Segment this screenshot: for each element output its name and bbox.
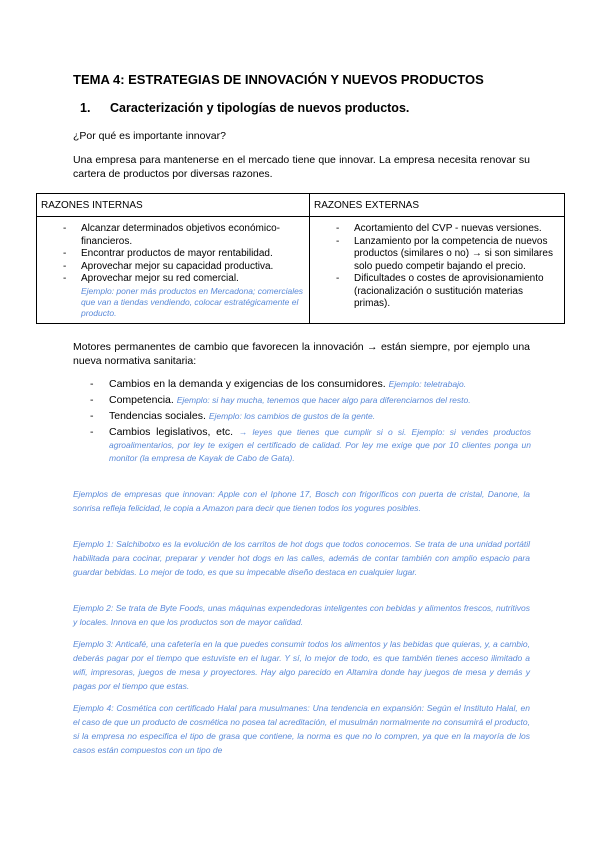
internal-reason: - Aprovechar mejor su capacidad productiva.: [41, 261, 305, 274]
external-cell: [310, 217, 565, 324]
motor-item: [73, 378, 531, 391]
motor-example: Ejemplo: si hay mucha, tenemos que hacer algo para diferenciarnos del resto.: [176, 395, 471, 405]
motor-item: [73, 394, 531, 407]
motor-item: [73, 426, 531, 465]
example-1: Ejemplo 1: Salchibotxo es la evolución de los carritos de hot dogs que todos conocemos. Se trata de una unidad portátil habilitada para cocinar, preparar y vender hot dogs en las calles, además de contar también con amplio espacio para guardar bebidas. Lo mejor de todo, es que su impecable diseño destaca en cualquier lugar.: [73, 539, 530, 577]
internal-reason: - Encontrar productos de mayor rentabilidad.: [41, 248, 305, 261]
external-reason: - Lanzamiento por la competencia de nuevos productos (similares o no) → si son similares solo puedo competir bajando el precio.: [314, 236, 560, 274]
intro-paragraph: Una empresa para mantenerse en el mercado tiene que innovar. La empresa necesita renovar su cartera de productos por diversas razones.: [73, 154, 530, 180]
external-header: RAZONES EXTERNAS: [310, 194, 565, 217]
internal-example: Ejemplo: poner más productos en Mercadona; comerciales que van a tiendas vendiendo, colocar estratégicamente el producto.: [81, 285, 304, 318]
internal-header: RAZONES INTERNAS: [37, 194, 310, 217]
motor-example: Ejemplo: teletrabajo.: [388, 379, 467, 389]
external-reason: - Dificultades o costes de aprovisionamiento (racionalización o sustitución materias primas).: [314, 273, 560, 311]
internal-reason: - Aprovechar mejor su red comercial.: [41, 273, 305, 286]
internal-cell: [37, 217, 310, 324]
example-2: Ejemplo 2: Se trata de Byte Foods, unas máquinas expendedoras inteligentes con bebidas y alimentos frescos, nutritivos y locales. Innova en que los productos son de mayor calidad.: [73, 603, 530, 627]
internal-reason: - Alcanzar determinados objetivos económico-financieros.: [41, 223, 305, 248]
motor-example: → leyes que tienes que cumplir si o si. Ejemplo: si vendes productos agroalimentarios, por ley te exigen el certificado de calidad. Por ley me exige que por 10 clientes ponga un monitor (la empresa de Kayak de Cabo de Gata).: [109, 427, 531, 463]
motor-label: Competencia.: [109, 394, 174, 406]
companies-example: Ejemplos de empresas que innovan: Apple con el Iphone 17, Bosch con frigoríficos con puerta de cristal, Danone, la sonrisa refleja felicidad, le copia a Amazon para decir que tienen todos los yogures posibles.: [73, 489, 530, 513]
motor-label: Cambios en la demanda y exigencias de los consumidores.: [109, 378, 386, 390]
example-3: Ejemplo 3: Anticafé, una cafetería en la que puedes consumir todos los alimentos y las bebidas que quieras, y, a cambio, deberás pagar por el tiempo que estuviste en el lugar. Y sí, lo mejor de todo, es que también tienes acceso ilimitado a wifi, impresoras, juegos de mesa y proyectores. Hay algo parecido en Altamira donde hay juegos de mesa y demás y pagas por el tiempo que estas.: [73, 639, 530, 691]
question-text: ¿Por qué es importante innovar?: [73, 130, 226, 142]
section-title: Caracterización y tipologías de nuevos productos.: [110, 101, 410, 115]
section-number: 1.: [80, 101, 91, 115]
motor-label: Cambios legislativos, etc.: [109, 426, 234, 438]
reasons-table: [36, 193, 565, 324]
document-title: TEMA 4: ESTRATEGIAS DE INNOVACIÓN Y NUEVOS PRODUCTOS: [73, 72, 484, 87]
motor-example: Ejemplo: los cambios de gustos de la gente.: [208, 411, 376, 421]
motor-label: Tendencias sociales.: [109, 410, 206, 422]
motor-item: [73, 410, 531, 423]
external-reason: - Acortamiento del CVP - nuevas versiones.: [314, 223, 560, 236]
motores-list: [73, 378, 531, 468]
motores-paragraph: Motores permanentes de cambio que favorecen la innovación → están siempre, por ejemplo una nueva normativa sanitaria:: [73, 341, 530, 367]
example-4: Ejemplo 4: Cosmética con certificado Halal para musulmanes: Una tendencia en expansión: Según el Instituto Halal, en el caso de que un producto de cosmética no posea tal acreditación, el musulmán normalmente no consumirá el producto, si la empresa no especifica el tipo de grasa que contiene, la norma es que no lo compren, ya que en la mayoría de los casos están compuestos con un tipo de: [73, 703, 530, 755]
section-heading: [80, 101, 409, 115]
